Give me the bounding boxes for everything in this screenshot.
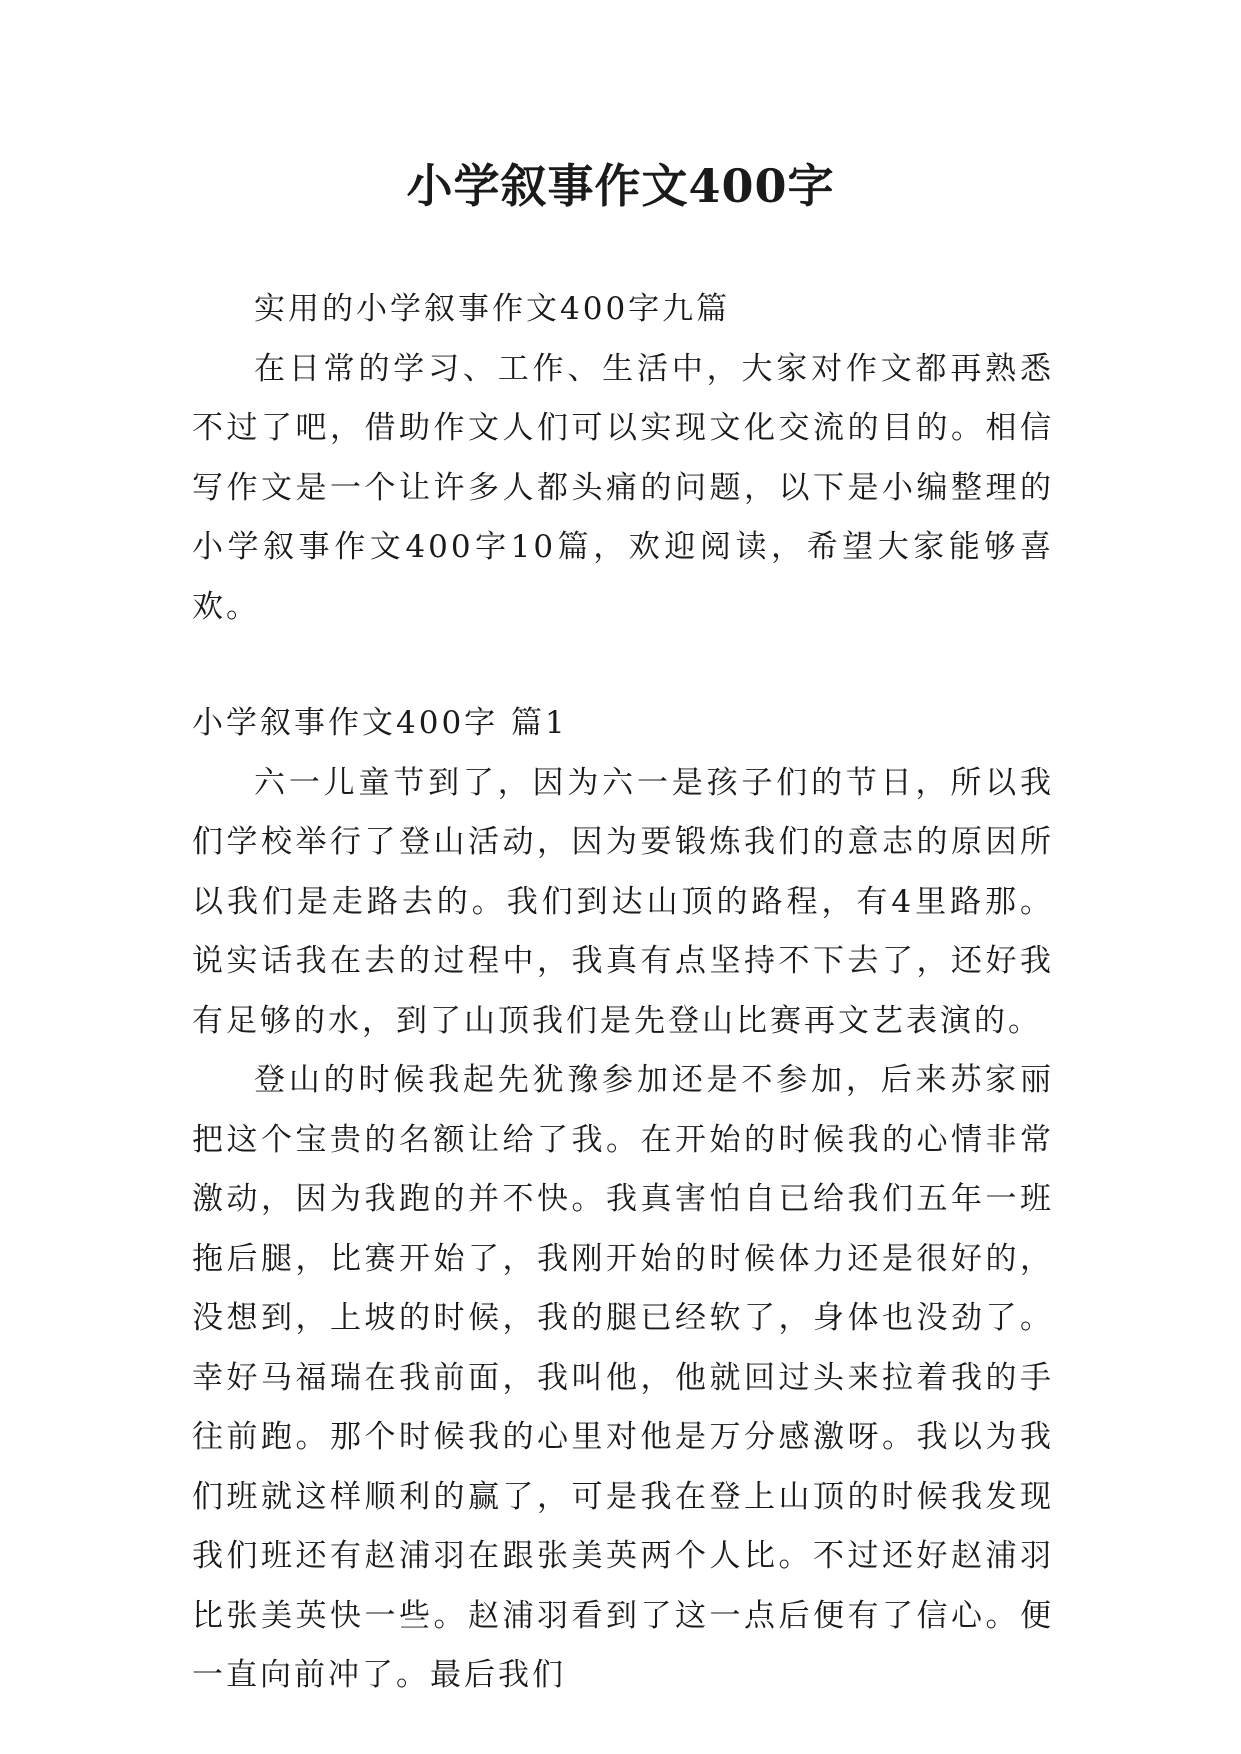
- document-title: 小学叙事作文400字: [406, 159, 835, 213]
- document-body: [192, 280, 1054, 1706]
- section-heading: 小学叙事作文400字 篇1: [192, 705, 568, 741]
- section-paragraph: 六一儿童节到了，因为六一是孩子们的节日，所以我们学校举行了登山活动，因为要锻炼我们的意志的原因所以我们是走路去的。我们到达山顶的路程，有4里路那。说实话我在去的过程中，我真有点坚持不下去了，还好我有足够的水，到了山顶我们是先登山比赛再文艺表演的。: [192, 764, 1054, 1039]
- section-paragraph: 登山的时候我起先犹豫参加还是不参加，后来苏家丽把这个宝贵的名额让给了我。在开始的时候我的心情非常激动，因为我跑的并不快。我真害怕自已给我们五年一班拖后腿，比赛开始了，我刚开始的时候体力还是很好的，没想到，上坡的时候，我的腿已经软了，身体也没劲了。幸好马福瑞在我前面，我叫他，他就回过头来拉着我的手往前跑。那个时候我的心里对他是万分感激呀。我以为我们班就这样顺利的赢了，可是我在登上山顶的时候我发现我们班还有赵浦羽在跟张美英两个人比。不过还好赵浦羽比张美英快一些。赵浦羽看到了这一点后便有了信心。便一直向前冲了。最后我们: [192, 1062, 1054, 1693]
- subtitle-paragraph: 实用的小学叙事作文400字九篇: [254, 291, 731, 327]
- intro-paragraph: 在日常的学习、工作、生活中，大家对作文都再熟悉不过了吧，借助作文人们可以实现文化交流的目的。相信写作文是一个让许多人都头痛的问题，以下是小编整理的小学叙事作文400字10篇，欢迎阅读，希望大家能够喜欢。: [192, 350, 1054, 625]
